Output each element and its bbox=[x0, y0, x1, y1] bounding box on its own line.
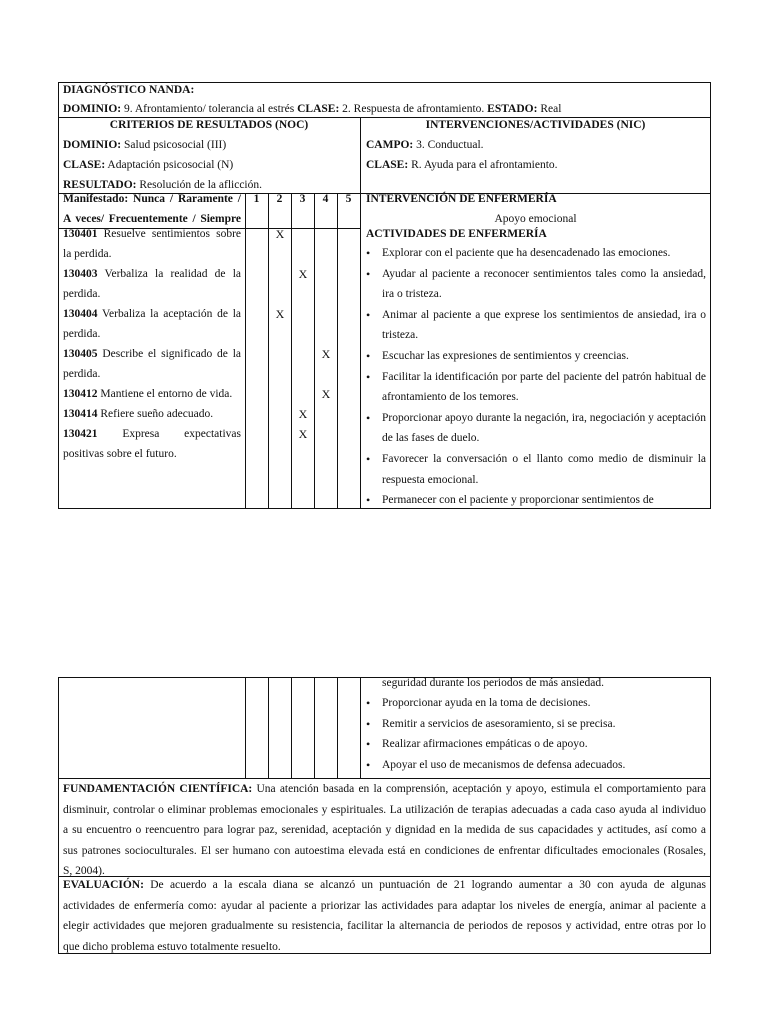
fundamentacion-section: FUNDAMENTACIÓN CIENTÍFICA: Una atención basada en la comprensión, aceptación y apoyo, estimula el comportamiento para disminuir, controlar o eliminar problemas emocionales y espirituales. La utilización de terapias adecuadas a cada caso ayuda al individuo a su encuentro o reencuentro para lograr paz, serenidad, aceptación y dignidad en la medida de sus capacidades y actitudes, así como a sus patrones socioculturales. El ser humano con autoestima elevada está en condiciones de enfrentar dificultades emocionales (Rosales, S, 2004). bbox=[63, 783, 706, 877]
activity-item: • Permanecer con el paciente y proporcionar sentimientos de bbox=[362, 490, 706, 507]
evaluacion-section: EVALUACIÓN: De acuerdo a la escala diana se alcanzó un puntuación de 21 logrando aumentar a 30 con ayuda de algunas actividades de enfermería como: ayudar al paciente a priorizar las actividades para adaptar los niveles de energía, animar al paciente a elegir actividades que mejoren gradualmente su resistencia, facilitar la alternancia de periodos de reposos y actividad, entre otras por lo que dicho problema estuvo totalmente resuelto. bbox=[63, 879, 706, 953]
activities-list-page-2 bbox=[362, 693, 706, 775]
activity-item: • Remitir a servicios de asesoramiento, si se precisa. bbox=[362, 714, 706, 735]
scale-col-4: 4 bbox=[322, 193, 329, 205]
scale-col-3: 3 bbox=[299, 193, 306, 205]
indicator-130401-cont: la perdida. bbox=[63, 248, 112, 260]
fundamentacion-label: FUNDAMENTACIÓN CIENTÍFICA: bbox=[63, 783, 253, 795]
indicator-130421: 130421 Expresa expectativas bbox=[63, 428, 241, 440]
indicator-130414: 130414 Refiere sueño adecuado. bbox=[63, 408, 214, 420]
activity-item: • Ayudar al paciente a reconocer sentimientos tales como la ansiedad, ira o tristeza. bbox=[362, 264, 706, 305]
indicator-130405: 130405 Describe el significado de la bbox=[63, 348, 242, 360]
indicator-130403-cont: perdida. bbox=[63, 288, 101, 300]
scale-label-line-1: Manifestado: Nunca / Raramente / bbox=[63, 193, 241, 205]
noc-dominio: DOMINIO: Salud psicosocial (III) bbox=[63, 139, 227, 151]
indicator-130403: 130403 Verbaliza la realidad de la bbox=[63, 268, 241, 280]
score-mark: X bbox=[298, 407, 308, 421]
indicator-130401: 130401 Resuelve sentimientos sobre bbox=[63, 228, 242, 240]
scale-col-5: 5 bbox=[345, 193, 352, 205]
score-mark: X bbox=[298, 427, 308, 441]
scale-label-line-2: A veces/ Frecuentemente / Siempre bbox=[63, 213, 241, 225]
activity-item: • Apoyar el uso de mecanismos de defensa adecuados. bbox=[362, 755, 706, 776]
indicator-130404-cont: perdida. bbox=[63, 328, 101, 340]
activity-item: • Proporcionar ayuda en la toma de decisiones. bbox=[362, 693, 706, 714]
evaluacion-label: EVALUACIÓN: bbox=[63, 879, 144, 891]
score-mark: X bbox=[298, 267, 308, 281]
activity-item: • Explorar con el paciente que ha desencadenado las emociones. bbox=[362, 243, 706, 264]
nic-clase: CLASE: R. Ayuda para el afrontamiento. bbox=[366, 159, 558, 171]
scale-col-2: 2 bbox=[276, 193, 283, 205]
diagnostico-detail: DOMINIO: 9. Afrontamiento/ tolerancia al estrés CLASE: 2. Respuesta de afrontamiento. ESTADO: Real bbox=[63, 103, 562, 115]
noc-clase: CLASE: Adaptación psicosocial (N) bbox=[63, 159, 234, 171]
actividades-label: ACTIVIDADES DE ENFERMERÍA bbox=[366, 228, 547, 240]
diagnostico-title: DIAGNÓSTICO NANDA: bbox=[63, 84, 195, 96]
activity-item: • Proporcionar apoyo durante la negación, ira, negociación y aceptación de las fases de duelo. bbox=[362, 408, 706, 449]
activity-item: • Facilitar la identificación por parte del paciente del patrón habitual de afrontamiento de los temores. bbox=[362, 367, 706, 408]
noc-resultado: RESULTADO: Resolución de la aflicción. bbox=[63, 179, 263, 191]
scale-col-1: 1 bbox=[253, 193, 260, 205]
activity-item: • Escuchar las expresiones de sentimientos y creencias. bbox=[362, 346, 706, 367]
score-mark: X bbox=[275, 307, 285, 321]
activity-item: • Animar al paciente a que exprese los sentimientos de ansiedad, ira o tristeza. bbox=[362, 305, 706, 346]
indicator-130405-cont: perdida. bbox=[63, 368, 101, 380]
indicator-130421-cont: positivas sobre el futuro. bbox=[63, 448, 177, 460]
score-mark: X bbox=[275, 227, 285, 241]
indicator-130412: 130412 Mantiene el entorno de vida. bbox=[63, 388, 233, 400]
nic-header: INTERVENCIONES/ACTIVIDADES (NIC) bbox=[425, 119, 646, 131]
noc-header: CRITERIOS DE RESULTADOS (NOC) bbox=[109, 119, 309, 131]
intervencion-value: Apoyo emocional bbox=[494, 213, 577, 225]
indicator-130404: 130404 Verbaliza la aceptación de la bbox=[63, 308, 241, 320]
nic-campo: CAMPO: 3. Conductual. bbox=[366, 139, 484, 151]
score-mark: X bbox=[321, 387, 331, 401]
intervencion-label: INTERVENCIÓN DE ENFERMERÍA bbox=[366, 193, 557, 205]
activity-item: • Realizar afirmaciones empáticas o de apoyo. bbox=[362, 734, 706, 755]
activity-continuation: seguridad durante los periodos de más ansiedad. bbox=[382, 677, 604, 689]
activity-item: • Favorecer la conversación o el llanto como medio de disminuir la respuesta emocional. bbox=[362, 449, 706, 490]
score-mark: X bbox=[321, 347, 331, 361]
activities-list-page-1 bbox=[362, 243, 706, 507]
